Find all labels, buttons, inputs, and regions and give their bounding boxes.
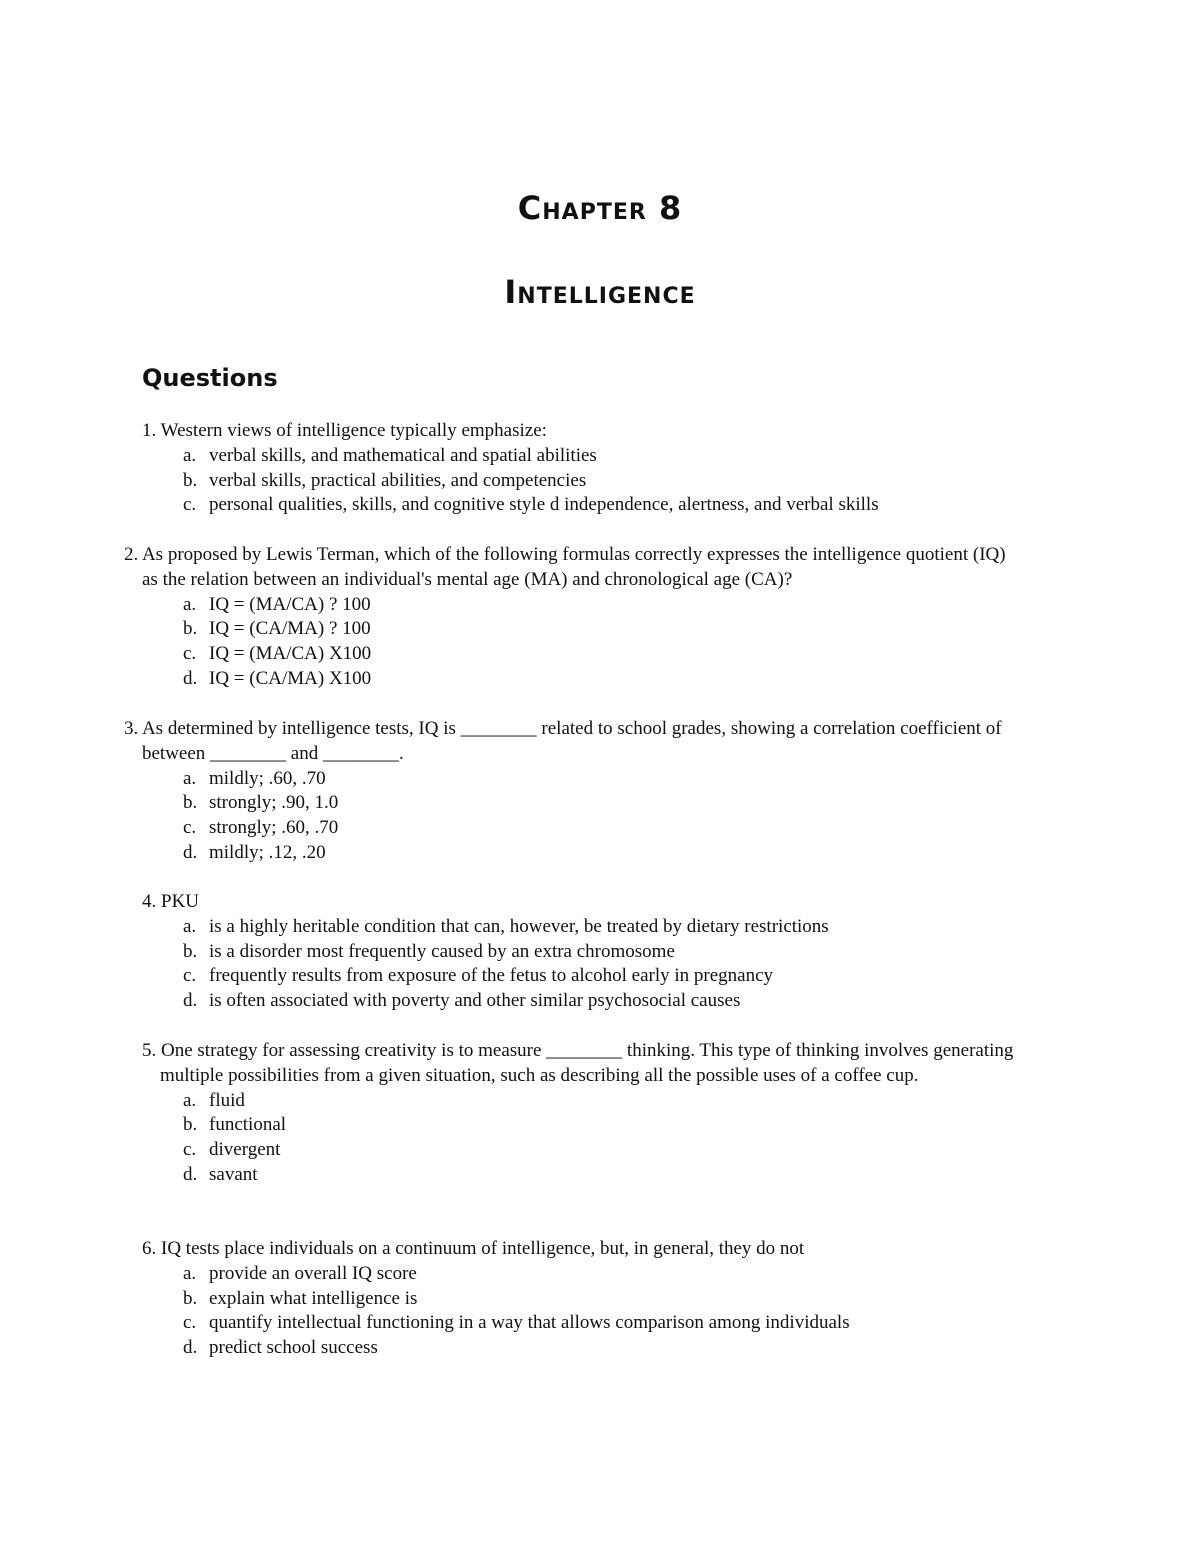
option-letter: a.: [183, 593, 197, 615]
option-d: [183, 667, 1024, 692]
question-stem: [124, 717, 1004, 767]
question-3: [124, 717, 1004, 866]
option-a: [183, 593, 1024, 618]
option-text: personal qualities, skills, and cognitive style d independence, alertness, and verbal skills: [209, 494, 879, 516]
option-letter: b.: [183, 618, 198, 640]
option-letter: a.: [183, 1262, 197, 1284]
question-stem: [142, 419, 1042, 444]
option-letter: d.: [183, 1337, 198, 1359]
option-letter: c.: [183, 1312, 197, 1334]
question-number: 2.: [124, 544, 139, 565]
question-text: As determined by intelligence tests, IQ is ________ related to school grades, showing a correlation coefficient of between ________ and ________.: [141, 718, 1002, 764]
option-letter: d.: [183, 990, 198, 1012]
option-letter: c.: [183, 817, 197, 839]
option-letter: a.: [183, 444, 197, 466]
option-text: is often associated with poverty and other similar psychosocial causes: [209, 990, 741, 1012]
option-text: quantify intellectual functioning in a way that allows comparison among individuals: [209, 1312, 850, 1334]
option-letter: c.: [183, 1139, 197, 1161]
option-text: strongly; .90, 1.0: [209, 792, 339, 814]
option-list: [142, 1262, 1042, 1361]
option-text: verbal skills, practical abilities, and competencies: [209, 469, 587, 491]
question-number: 1.: [142, 420, 157, 441]
option-list: [124, 767, 1004, 866]
option-b: [183, 940, 1042, 965]
option-d: [183, 989, 1042, 1014]
question-2: [124, 543, 1024, 692]
question-stem: [124, 543, 1024, 593]
option-text: IQ = (CA/MA) ? 100: [209, 618, 371, 640]
option-letter: d.: [183, 841, 198, 863]
option-text: fluid: [209, 1089, 245, 1111]
option-text: verbal skills, and mathematical and spatial abilities: [209, 444, 597, 466]
option-text: mildly; .12, .20: [209, 841, 326, 863]
option-list: [142, 444, 1042, 518]
option-letter: d.: [183, 667, 198, 689]
option-a: [183, 1262, 1042, 1287]
question-number: 5.: [142, 1040, 157, 1061]
option-d: [183, 841, 1004, 866]
option-letter: c.: [183, 965, 197, 987]
option-b: [183, 617, 1024, 642]
question-stem: [142, 1237, 1042, 1262]
option-letter: b.: [183, 1287, 198, 1309]
option-text: savant: [209, 1163, 258, 1185]
option-text: provide an overall IQ score: [209, 1262, 417, 1284]
question-stem: [142, 890, 1042, 915]
option-text: frequently results from exposure of the fetus to alcohol early in pregnancy: [209, 965, 774, 987]
option-b: [183, 1113, 1042, 1138]
question-text: PKU: [161, 891, 200, 912]
option-letter: c.: [183, 494, 197, 516]
chapter-subtitle: Intelligence: [504, 273, 696, 311]
option-c: [183, 816, 1004, 841]
question-number: 6.: [142, 1238, 157, 1259]
option-a: [183, 915, 1042, 940]
option-text: IQ = (CA/MA) X100: [209, 667, 372, 689]
question-number: 4.: [142, 891, 157, 912]
option-text: IQ = (MA/CA) X100: [209, 643, 372, 665]
question-1: [142, 419, 1042, 518]
question-5: [142, 1039, 1042, 1188]
option-letter: a.: [183, 915, 197, 937]
question-6: [142, 1237, 1042, 1361]
option-text: divergent: [209, 1139, 281, 1161]
option-letter: c.: [183, 643, 197, 665]
option-text: is a highly heritable condition that can, however, be treated by dietary restrictions: [209, 915, 829, 937]
option-letter: d.: [183, 1163, 198, 1185]
question-number: 3.: [124, 718, 139, 739]
section-heading: Questions: [142, 364, 278, 392]
option-letter: b.: [183, 792, 198, 814]
option-c: [183, 964, 1042, 989]
option-list: [124, 593, 1024, 692]
option-letter: b.: [183, 940, 198, 962]
option-list: [142, 1089, 1042, 1188]
option-letter: b.: [183, 1114, 198, 1136]
option-b: [183, 469, 1042, 494]
option-d: [183, 1163, 1042, 1188]
option-list: [142, 915, 1042, 1014]
option-d: [183, 1336, 1042, 1361]
option-b: [183, 1287, 1042, 1312]
option-a: [183, 767, 1004, 792]
question-4: [142, 890, 1042, 1014]
option-letter: a.: [183, 1089, 197, 1111]
option-text: IQ = (MA/CA) ? 100: [209, 593, 371, 615]
option-text: mildly; .60, .70: [209, 767, 326, 789]
option-text: predict school success: [209, 1337, 378, 1359]
question-text: Western views of intelligence typically emphasize:: [160, 420, 547, 441]
option-a: [183, 1089, 1042, 1114]
option-text: explain what intelligence is: [209, 1287, 418, 1309]
option-c: [183, 642, 1024, 667]
option-letter: a.: [183, 767, 197, 789]
option-text: strongly; .60, .70: [209, 817, 339, 839]
chapter-title: Chapter 8: [517, 189, 683, 227]
option-text: functional: [209, 1114, 287, 1136]
option-a: [183, 444, 1042, 469]
option-b: [183, 791, 1004, 816]
option-c: [183, 493, 1042, 518]
option-text: is a disorder most frequently caused by an extra chromosome: [209, 940, 675, 962]
question-text: As proposed by Lewis Terman, which of the following formulas correctly expresses the intelligence quotient (IQ) as the relation between an individual's mental age (MA) and chronological age (CA)?: [141, 544, 1006, 590]
question-stem: [142, 1039, 1042, 1089]
option-c: [183, 1138, 1042, 1163]
question-text: One strategy for assessing creativity is to measure ________ thinking. This type of thinking involves generating multiple possibilities from a given situation, such as describing all the possible uses of a coffee cup.: [160, 1040, 1014, 1086]
option-c: [183, 1311, 1042, 1336]
option-letter: b.: [183, 469, 198, 491]
question-text: IQ tests place individuals on a continuum of intelligence, but, in general, they do not: [161, 1238, 805, 1259]
